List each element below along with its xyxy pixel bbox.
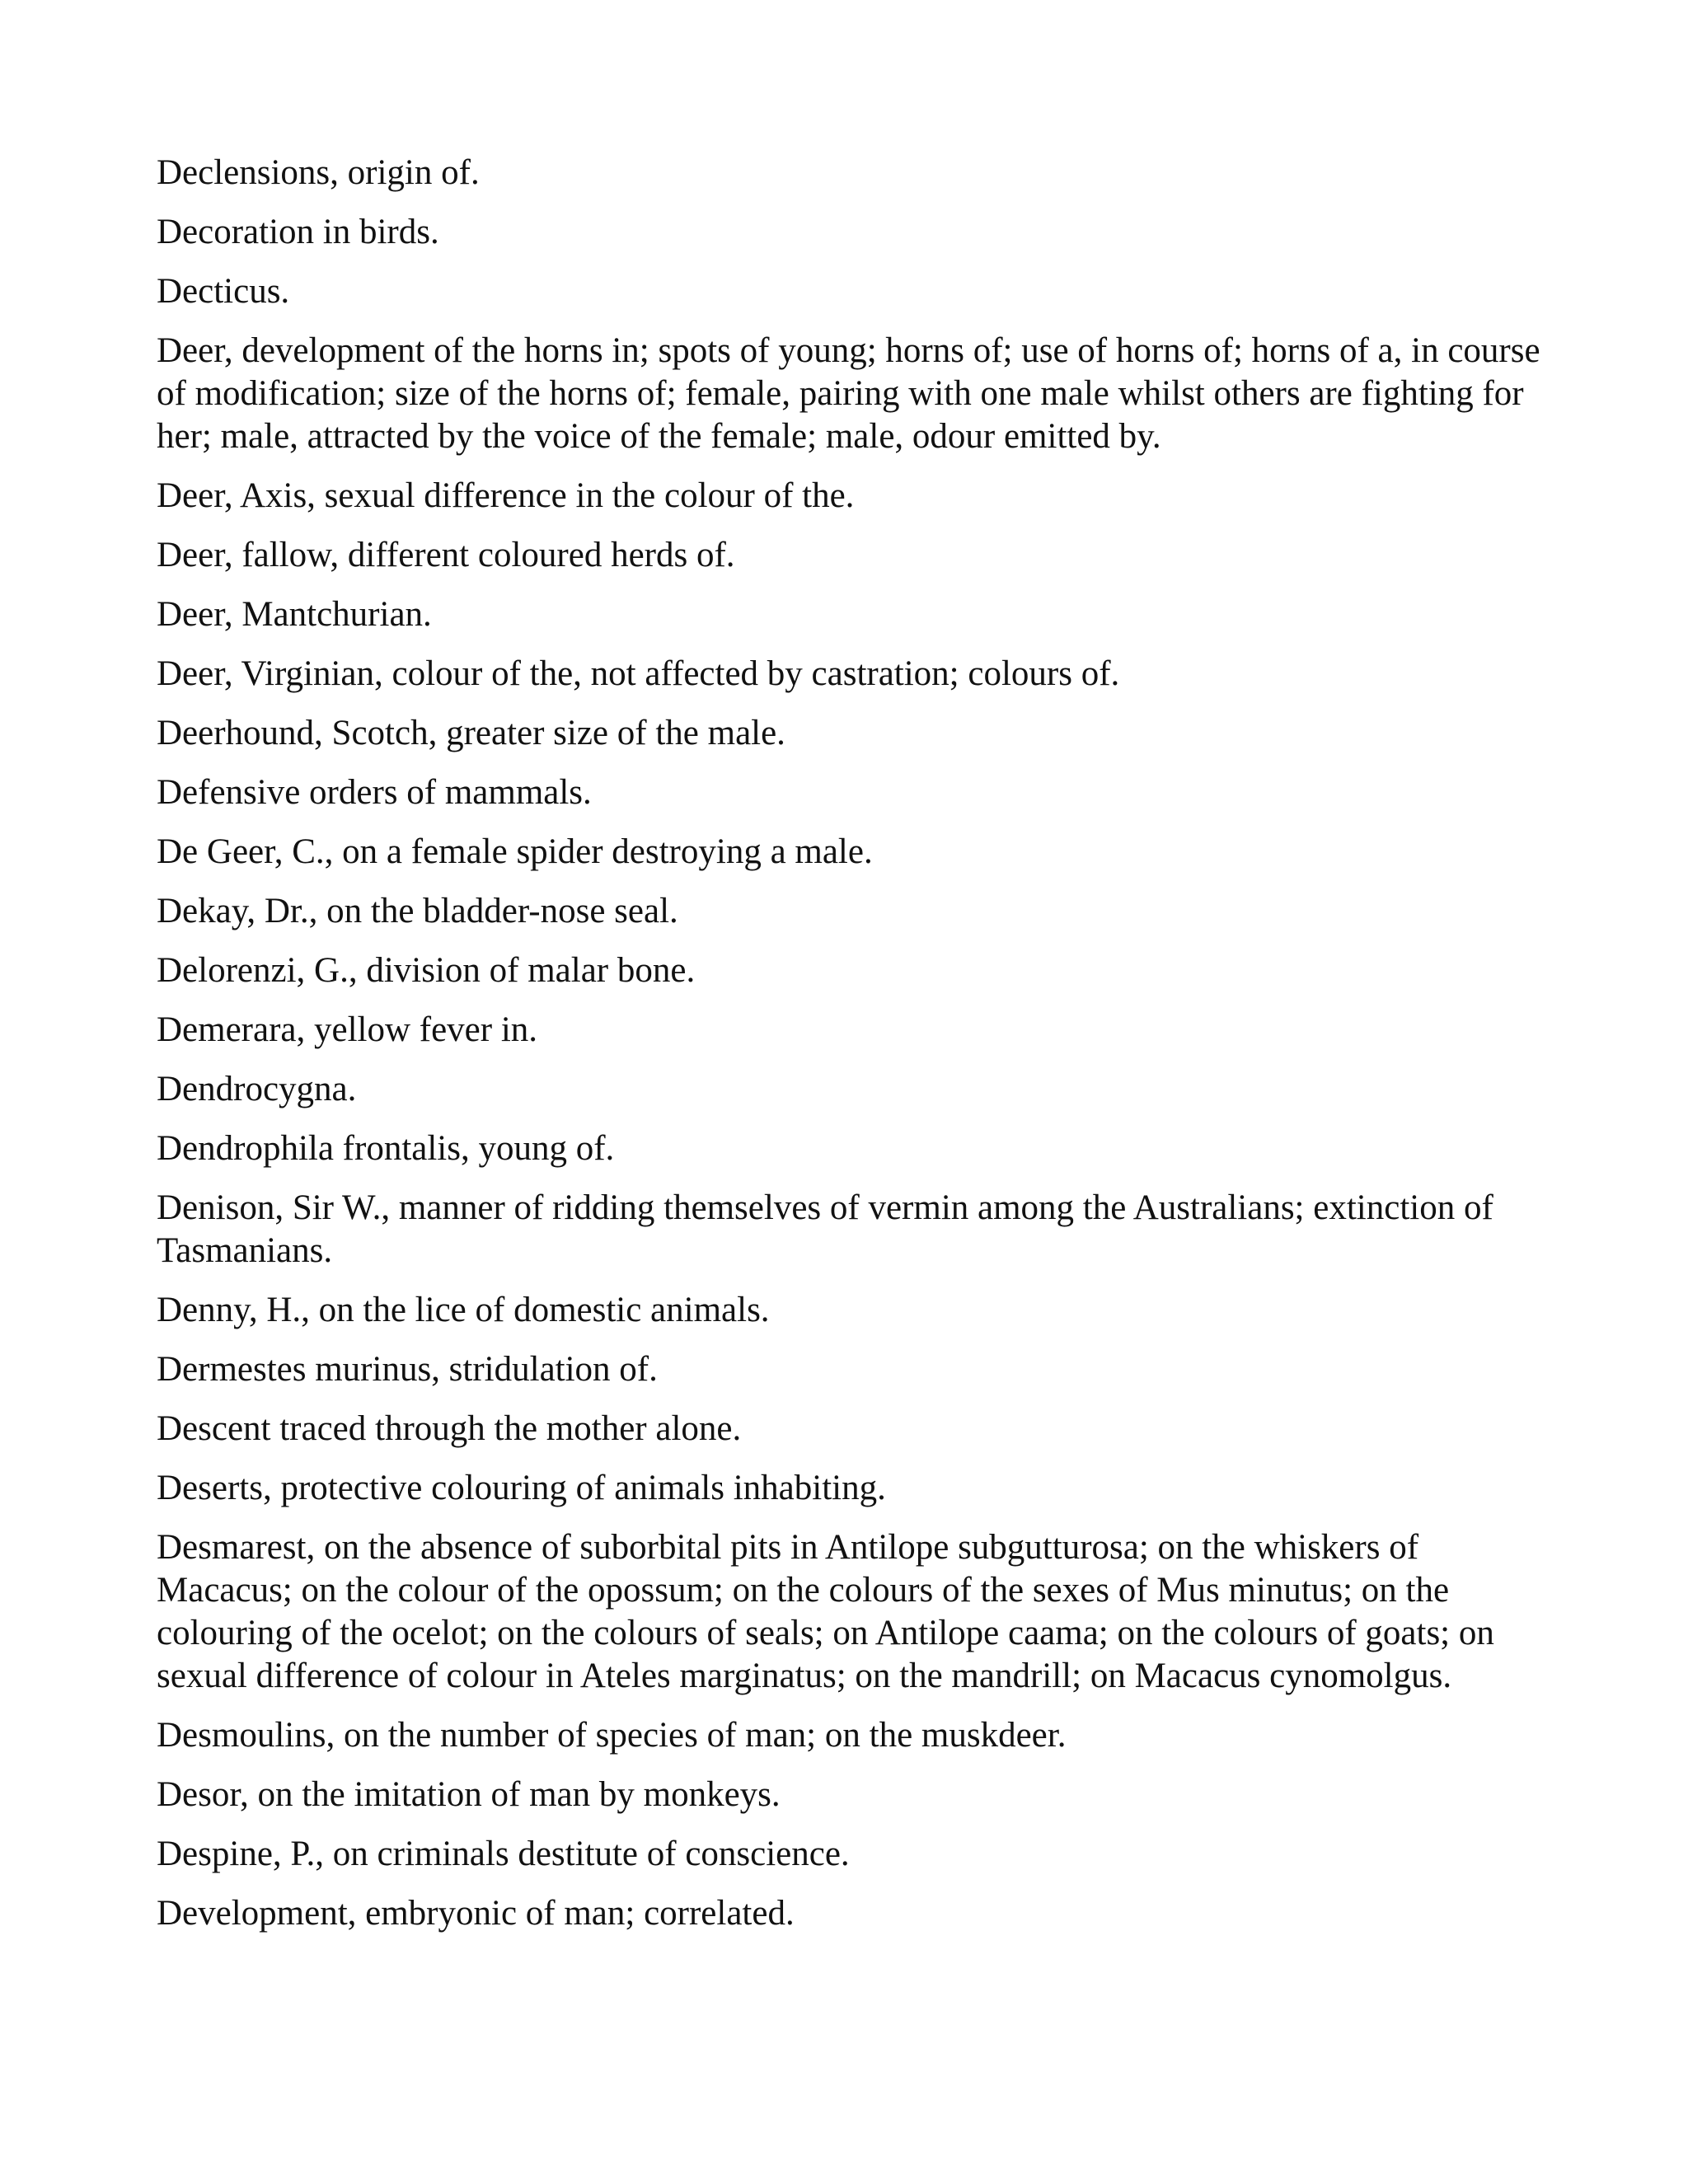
index-entry: Demerara, yellow fever in.: [157, 1010, 538, 1049]
index-entry: Declensions, origin of.: [157, 153, 480, 192]
index-entry: Deer, Virginian, colour of the, not affected by castration; colours of.: [157, 654, 1120, 693]
index-entry: Dermestes murinus, stridulation of.: [157, 1350, 658, 1389]
index-entry-list: [157, 152, 1550, 1952]
index-entry: Denison, Sir W., manner of ridding themselves of vermin among the Australians; extinction of Tasmanians.: [157, 1188, 1493, 1270]
index-entry: Decoration in birds.: [157, 213, 439, 251]
index-entry: Decticus.: [157, 272, 290, 311]
index-entry: Deer, Mantchurian.: [157, 595, 432, 634]
index-entry: Dendrocygna.: [157, 1070, 357, 1108]
index-entry: Deserts, protective colouring of animals inhabiting.: [157, 1469, 886, 1507]
index-entry: Dendrophila frontalis, young of.: [157, 1129, 615, 1168]
index-entry: Development, embryonic of man; correlated.: [157, 1894, 795, 1933]
index-entry: Defensive orders of mammals.: [157, 773, 592, 812]
index-entry: Dekay, Dr., on the bladder-nose seal.: [157, 892, 678, 930]
index-entry: Denny, H., on the lice of domestic animals.: [157, 1291, 770, 1329]
index-entry: Deer, fallow, different coloured herds of.: [157, 536, 735, 574]
index-entry: Desmarest, on the absence of suborbital pits in Antilope subgutturosa; on the whiskers of Macacus; on the colour of the opossum; on the colours of the sexes of Mus minutus; on the colouring of the ocelot; on the colours of seals; on Antilope caama; on the colours of goats; on sexual difference of colour in Ateles marginatus; on the mandrill; on Macacus cynomolgus.: [157, 1528, 1494, 1695]
index-entry: De Geer, C., on a female spider destroying a male.: [157, 832, 873, 871]
index-entry: Deer, development of the horns in; spots of young; horns of; use of horns of; horns of a, in course of modification; size of the horns of; female, pairing with one male whilst others are fighting for her; male, attracted by the voice of the female; male, odour emitted by.: [157, 331, 1540, 456]
index-entry: Delorenzi, G., division of malar bone.: [157, 951, 696, 990]
index-entry: Deerhound, Scotch, greater size of the male.: [157, 714, 785, 752]
index-entry: Deer, Axis, sexual difference in the colour of the.: [157, 476, 855, 515]
index-entry: Desmoulins, on the number of species of man; on the muskdeer.: [157, 1716, 1067, 1755]
index-entry: Descent traced through the mother alone.: [157, 1409, 742, 1448]
index-entry: Despine, P., on criminals destitute of conscience.: [157, 1835, 850, 1873]
index-entry: Desor, on the imitation of man by monkeys.: [157, 1775, 781, 1814]
